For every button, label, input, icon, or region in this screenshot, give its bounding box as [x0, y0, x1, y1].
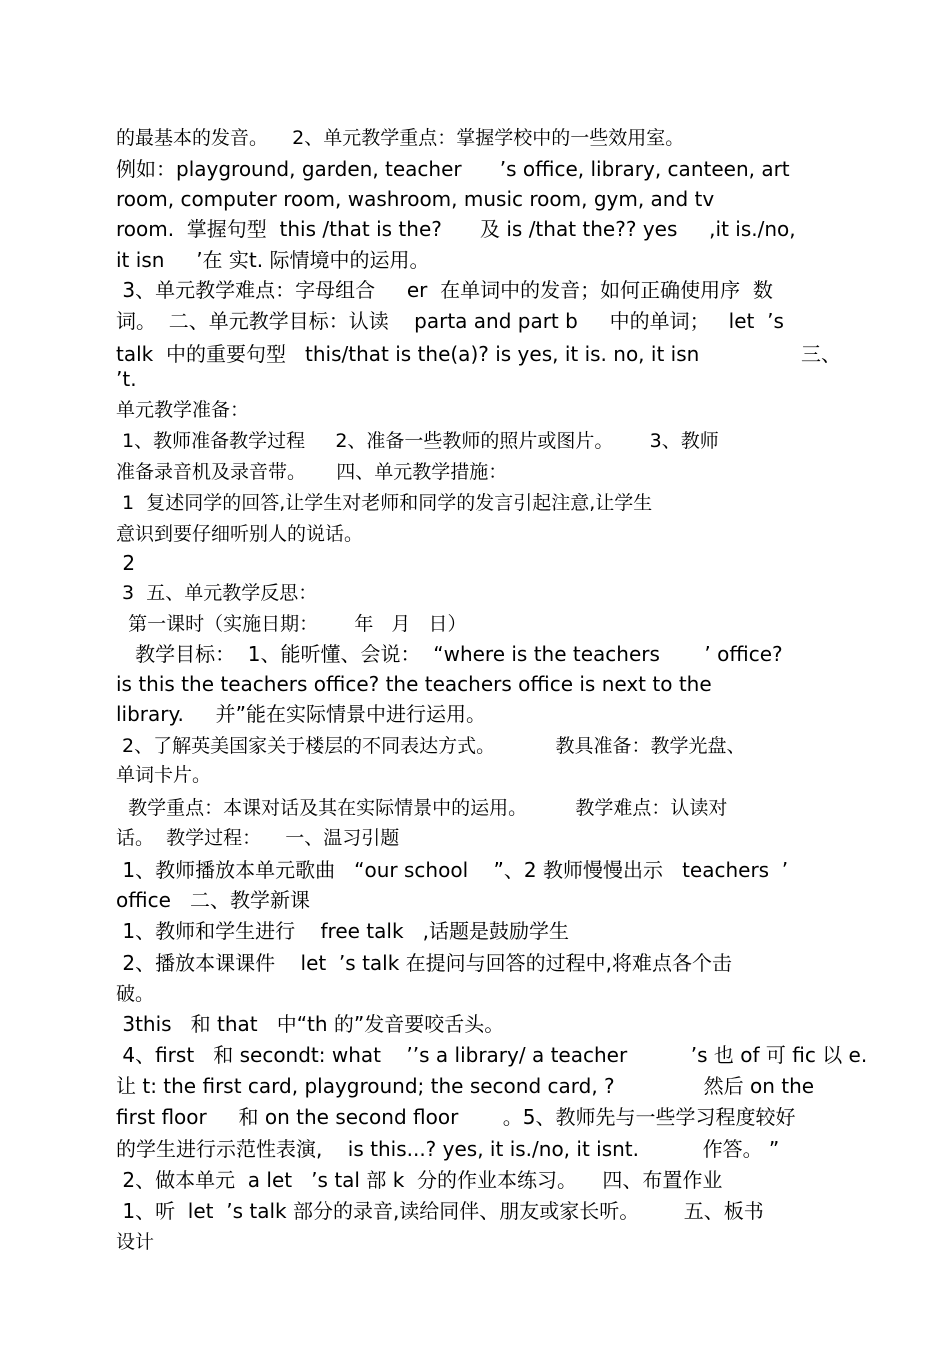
text-line: 2、播放本课课件 let ’s talk 在提问与回答的过程中,将难点各个击: [116, 951, 733, 975]
text-line: 2: [116, 551, 136, 575]
text-line: 2、做本单元 a let ’s tal 部 k 分的作业本练习。 四、布置作业: [116, 1168, 723, 1192]
text-line: 的最基本的发音。 2、单元教学重点：掌握学校中的一些效用室。: [116, 127, 685, 149]
text-line: 单元教学准备：: [116, 399, 250, 421]
text-line: 1、教师准备教学过程 2、准备一些教师的照片或图片。 3、教师: [116, 430, 719, 452]
text-line: talk 中的重要句型 this/that is the(a)? is yes, it is. no, it isn 三、: [116, 342, 842, 366]
text-line: 让 t: the first card, playground; the second card, ? 然后 on the: [116, 1074, 815, 1098]
text-line: it isn ’在 实t. 际情境中的运用。: [116, 248, 430, 272]
text-line: 例如：playground, garden, teacher ’s office, library, canteen, art: [116, 157, 790, 181]
text-line: 1 复述同学的回答,让学生对老师和同学的发言引起注意,让学生: [116, 492, 653, 514]
text-line: 意识到要仔细听别人的说话。: [116, 523, 364, 545]
text-line: 3this 和 that 中“th 的”发音要咬舌头。: [116, 1012, 505, 1036]
text-line: 单词卡片。: [116, 764, 212, 786]
text-line: 1、听 let ’s talk 部分的录音,读给同伴、朋友或家长听。 五、板书: [116, 1199, 764, 1223]
text-line: 准备录音机及录音带。 四、单元教学措施：: [116, 461, 508, 483]
text-line: office 二、教学新课: [116, 888, 310, 912]
text-line: 4、first 和 secondt: what ’’s a library/ a teacher ’s 也 of 可 fic 以 e.: [116, 1043, 868, 1067]
text-line: 词。 二、单元教学目标：认读 parta and part b 中的单词； let ’s: [116, 309, 784, 333]
text-line: 3、单元教学难点：字母组合 er 在单词中的发音；如何正确使用序 数: [116, 278, 773, 302]
text-line: is this the teachers office? the teachers office is next to the: [116, 672, 712, 696]
text-line: ’t.: [116, 367, 137, 391]
text-line: 1、教师播放本单元歌曲 “our school ”、2 教师慢慢出示 teachers ’: [116, 858, 789, 882]
text-line: 1、教师和学生进行 free talk ,话题是鼓励学生: [116, 919, 569, 943]
text-line: 教学重点：本课对话及其在实际情景中的运用。 教学难点：认读对: [116, 797, 728, 819]
text-line: 教学目标： 1、能听懂、会说： “where is the teachers ’ office?: [116, 642, 783, 666]
text-line: 设计: [116, 1231, 155, 1253]
text-line: 话。 教学过程： 一、温习引题: [116, 827, 400, 849]
text-line: 3 五、单元教学反思：: [116, 582, 318, 604]
text-line: 破。: [116, 983, 155, 1005]
text-line: room, computer room, washroom, music room, gym, and tv: [116, 187, 715, 211]
text-line: 第一课时（实施日期： 年 月 日）: [116, 613, 467, 635]
text-line: library. 并”能在实际情景中进行运用。: [116, 702, 486, 726]
text-line: 的学生进行示范性表演, is this...? yes, it is./no, it isnt. 作答。 ”: [116, 1137, 780, 1161]
text-line: 2、了解英美国家关于楼层的不同表达方式。 教具准备：教学光盘、: [116, 735, 746, 757]
text-line: room. 掌握句型 this /that is the? 及 is /that the?? yes ,it is./no,: [116, 217, 796, 241]
text-line: first floor 和 on the second floor 。5、教师先与一些学习程度较好: [116, 1105, 796, 1129]
